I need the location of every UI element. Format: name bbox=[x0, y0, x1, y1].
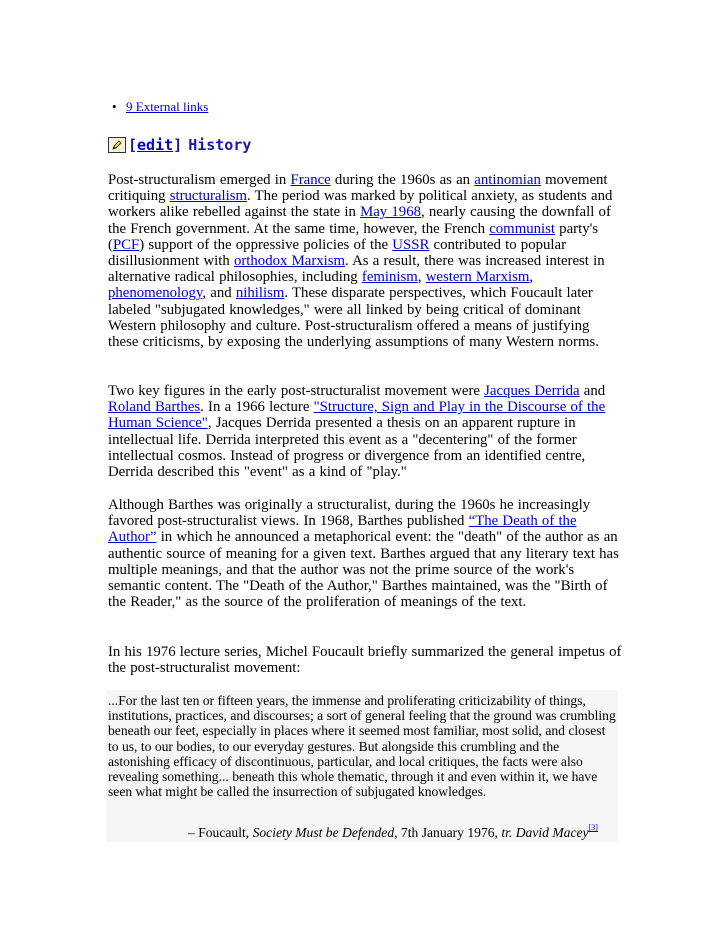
link-western-marxism[interactable]: western Marxism bbox=[425, 269, 530, 286]
paragraph-origins bbox=[108, 172, 622, 350]
text: Although Barthes was originally a structuralist, during the 1960s he increasingly favored post-structuralist views. In 1968, Barthes published bbox=[108, 497, 591, 530]
reference-link[interactable]: [3] bbox=[588, 823, 598, 832]
link-roland-barthes[interactable]: Roland Barthes bbox=[108, 399, 201, 416]
link-may-1968[interactable]: May 1968 bbox=[360, 204, 421, 221]
link-jacques-derrida[interactable]: Jacques Derrida bbox=[484, 383, 580, 399]
text: , nearly causing the downfall of the French government. At the same time, however, the French bbox=[108, 204, 611, 237]
text: Two key figures in the early post-structuralist movement were bbox=[108, 383, 485, 399]
link-france[interactable]: France bbox=[290, 172, 331, 188]
text: . In a 1966 lecture bbox=[200, 399, 314, 416]
quote-text: ...For the last ten or fifteen years, the immense and proliferating criticizability of things, institutions, practices, and discourses; a sort of general feeling that the ground was crumbling beneath our feet, especially in places where it seemed most familiar, most solid, and closest to us, to our bodies, to our everyday gestures. But alongside this crumbling and the astonishing efficacy of discontinuous, particular, and local critiques, the facts were also revealing something... beneath this whole thematic, through it and even within it, we have seen what might be called the insurrection of subjugated knowledges. bbox=[108, 693, 616, 800]
edit-link[interactable]: edit bbox=[137, 136, 174, 154]
link-pcf[interactable]: PCF bbox=[112, 236, 140, 253]
paragraph-key-figures bbox=[108, 383, 622, 480]
text: . As a result, there was increased interest in alternative radical philosophies, including bbox=[108, 253, 605, 286]
text: Post-structuralism emerged in bbox=[108, 172, 291, 188]
edit-open-bracket: [ bbox=[128, 136, 138, 154]
paragraph-foucault-intro: In his 1976 lecture series, Michel Foucault briefly summarized the general impetus of the post-structuralist movement: bbox=[108, 644, 622, 677]
text: party's ( bbox=[108, 220, 599, 253]
section-heading bbox=[108, 136, 251, 154]
text: , bbox=[417, 269, 426, 286]
edit-close-bracket: ] bbox=[173, 136, 183, 154]
link-orthodox-marxism[interactable]: orthodox Marxism bbox=[233, 253, 346, 270]
text: in which he announced a metaphorical event: the "death" of the author as an authentic source of meaning for a given text. Barthes argued that any literary text has multiple meanings, and that the author was not the prime source of the work's semantic content. The "Death of the Author," Barthes maintained, was the "Birth of the Reader," as the source of the proliferation of meanings of the text. bbox=[108, 529, 619, 611]
link-structure-sign-play[interactable]: "Structure, Sign and Play in the Discourse of the Human Science" bbox=[108, 399, 606, 432]
text: contributed to popular disillusionment with bbox=[108, 236, 567, 270]
text: during the 1960s as an bbox=[330, 172, 475, 188]
toc-link-external-links[interactable]: 9 External links bbox=[126, 99, 209, 114]
link-nihilism[interactable]: nihilism bbox=[235, 285, 285, 302]
blockquote bbox=[106, 690, 618, 842]
link-antinomian[interactable]: antinomian bbox=[474, 172, 541, 188]
paragraph-barthes bbox=[108, 497, 622, 610]
text: , Jacques Derrida presented a thesis on an apparent rupture in intellectual life. Derrida interpreted this event as a "decentering" of the former intellectual cosmos. Instead of progress or divergence from an identified centre, Derrida described this "event" as a kind of "play." bbox=[108, 415, 586, 481]
link-structuralism[interactable]: structuralism bbox=[169, 188, 247, 205]
text: movement critiquing bbox=[108, 172, 608, 205]
text: . These disparate perspectives, which Foucault later labeled "subjugated knowledges," were all linked by being critical of dominant Western philosophy and culture. Post-structuralism offered a means of justifying these criticisms, by exposing the underlying assumptions of many Western norms. bbox=[108, 285, 599, 351]
quote-attribution bbox=[188, 825, 598, 841]
edit-pencil-icon[interactable] bbox=[108, 137, 126, 153]
link-phenomenology[interactable]: phenomenology bbox=[108, 285, 203, 302]
toc-item-external-links bbox=[112, 99, 209, 115]
section-title: History bbox=[188, 136, 252, 154]
attribution-work-title: Society Must be Defended, bbox=[252, 825, 398, 840]
attribution-author: – Foucault, bbox=[188, 825, 253, 840]
link-ussr[interactable]: USSR bbox=[392, 236, 430, 253]
link-feminism[interactable]: feminism bbox=[361, 269, 418, 286]
text: , bbox=[529, 269, 534, 286]
text: . The period was marked by political anxiety, as students and workers alike rebelled against the state in bbox=[108, 188, 613, 221]
attribution-date: 7th January 1976, bbox=[397, 825, 502, 840]
text: ) support of the oppressive policies of the bbox=[139, 236, 393, 253]
text: and bbox=[579, 383, 606, 399]
link-communist[interactable]: communist bbox=[489, 220, 555, 237]
attribution-translator: tr. David Macey bbox=[501, 825, 589, 840]
link-death-of-the-author[interactable]: “The Death of the Author” bbox=[108, 513, 577, 546]
list-bullet: • bbox=[112, 99, 117, 114]
text: , and bbox=[202, 285, 236, 302]
